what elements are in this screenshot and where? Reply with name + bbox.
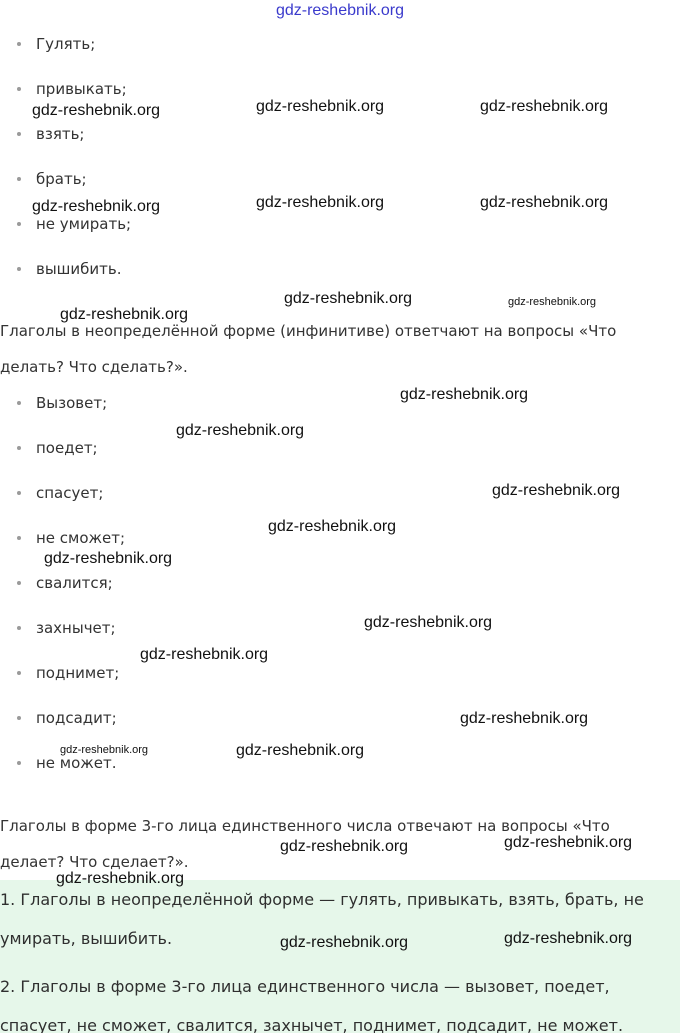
bullet-icon <box>17 446 21 450</box>
answer-item1-line2: умирать, вышибить. <box>0 929 173 948</box>
bullet-icon <box>17 177 21 181</box>
bullet-icon <box>17 267 21 271</box>
third-person-note-line1: Глаголы в форме 3-го лица единственного числа отвечают на вопросы «Что <box>0 817 610 835</box>
bullet-icon <box>17 132 21 136</box>
third-person-note-line2: делает? Что сделает?». <box>0 853 189 871</box>
watermark: gdz-reshebnik.org <box>256 98 385 115</box>
bullet-icon <box>17 671 21 675</box>
site-header-link[interactable]: gdz-reshebnik.org <box>275 2 405 19</box>
infinitive-note-line2: делать? Что сделать?». <box>0 358 188 376</box>
bullet-icon <box>17 491 21 495</box>
bullet-icon <box>17 87 21 91</box>
bullet-icon <box>17 716 21 720</box>
watermark: gdz-reshebnik.org <box>400 386 529 403</box>
answer-item2-line1: 2. Глаголы в форме 3-го лица единственного числа — вызовет, поедет, <box>0 977 610 996</box>
answer-item1-line1: 1. Глаголы в неопределённой форме — гулять, привыкать, взять, брать, не <box>0 890 644 909</box>
watermark: gdz-reshebnik.org <box>492 482 621 499</box>
watermark: gdz-reshebnik.org <box>284 290 413 307</box>
watermark: gdz-reshebnik.org <box>504 930 633 947</box>
answer-item2-line2: спасует, не сможет, свалится, захнычет, поднимет, подсадит, не может. <box>0 1016 624 1033</box>
watermark: gdz-reshebnik.org <box>460 710 589 727</box>
watermark: gdz-reshebnik.org <box>504 834 633 851</box>
watermark: gdz-reshebnik.org <box>280 838 409 855</box>
page: gdz-reshebnik.org Гулять; привыкать; взять; брать; не умирать; вышибить. Глаголы в неопределённой форме (инфинитиве) ответчают на вопросы «Что делать? Что сделать?». Вызовет; поедет; спасует; не сможет; свалится; захнычет; поднимет; подсадит; не может. Глаголы в форме 3-го лица единственного числа отвечают на вопросы «Что делает? Что сделает?». 1. Глаголы в неопределённой форме — гулять, привыкать, взять, брать, не умирать, вышибить. 2. Глаголы в форме 3-го лица единственного числа — вызовет, поедет, спасует, не сможет, свалится, захнычет, поднимет, подсадит, не может. gdz-reshebnik.org gdz-reshebnik.org gdz-reshebnik.org gdz-reshebnik.org gdz-reshebnik.org gdz-reshebnik.org gdz-reshebnik.org gdz-reshebnik.org gdz-reshebnik.org gdz-reshebnik.org gdz-reshebnik.org gdz-reshebnik.org gdz-reshebnik.org gdz-reshebnik.org gdz-reshebnik.org gdz-reshebnik.org gdz-reshebnik.org gdz-reshebnik.org gdz-reshebnik.org gdz-reshebnik.org gdz-reshebnik.org gdz-reshebnik.org gdz-reshebnik.org gdz-reshebnik.org <box>0 0 680 1033</box>
watermark: gdz-reshebnik.org <box>480 98 609 115</box>
watermark: gdz-reshebnik.org <box>60 744 149 756</box>
watermark: gdz-reshebnik.org <box>256 194 385 211</box>
bullet-icon <box>17 761 21 765</box>
watermark: gdz-reshebnik.org <box>364 614 493 631</box>
bullet-icon <box>17 222 21 226</box>
watermark: gdz-reshebnik.org <box>140 646 269 663</box>
watermark: gdz-reshebnik.org <box>32 198 161 215</box>
infinitive-note-line1: Глаголы в неопределённой форме (инфинитиве) ответчают на вопросы «Что <box>0 322 617 340</box>
watermark: gdz-reshebnik.org <box>236 742 365 759</box>
bullet-icon <box>17 626 21 630</box>
watermark: gdz-reshebnik.org <box>280 934 409 951</box>
watermark: gdz-reshebnik.org <box>56 870 185 887</box>
watermark: gdz-reshebnik.org <box>508 296 597 308</box>
answer-box <box>0 880 680 1033</box>
watermark: gdz-reshebnik.org <box>60 306 189 323</box>
bullet-icon <box>17 42 21 46</box>
watermark: gdz-reshebnik.org <box>32 102 161 119</box>
bullet-icon <box>17 536 21 540</box>
watermark: gdz-reshebnik.org <box>176 422 305 439</box>
watermark: gdz-reshebnik.org <box>480 194 609 211</box>
bullet-icon <box>17 401 21 405</box>
watermark: gdz-reshebnik.org <box>268 518 397 535</box>
bullet-icon <box>17 581 21 585</box>
watermark: gdz-reshebnik.org <box>44 550 173 567</box>
